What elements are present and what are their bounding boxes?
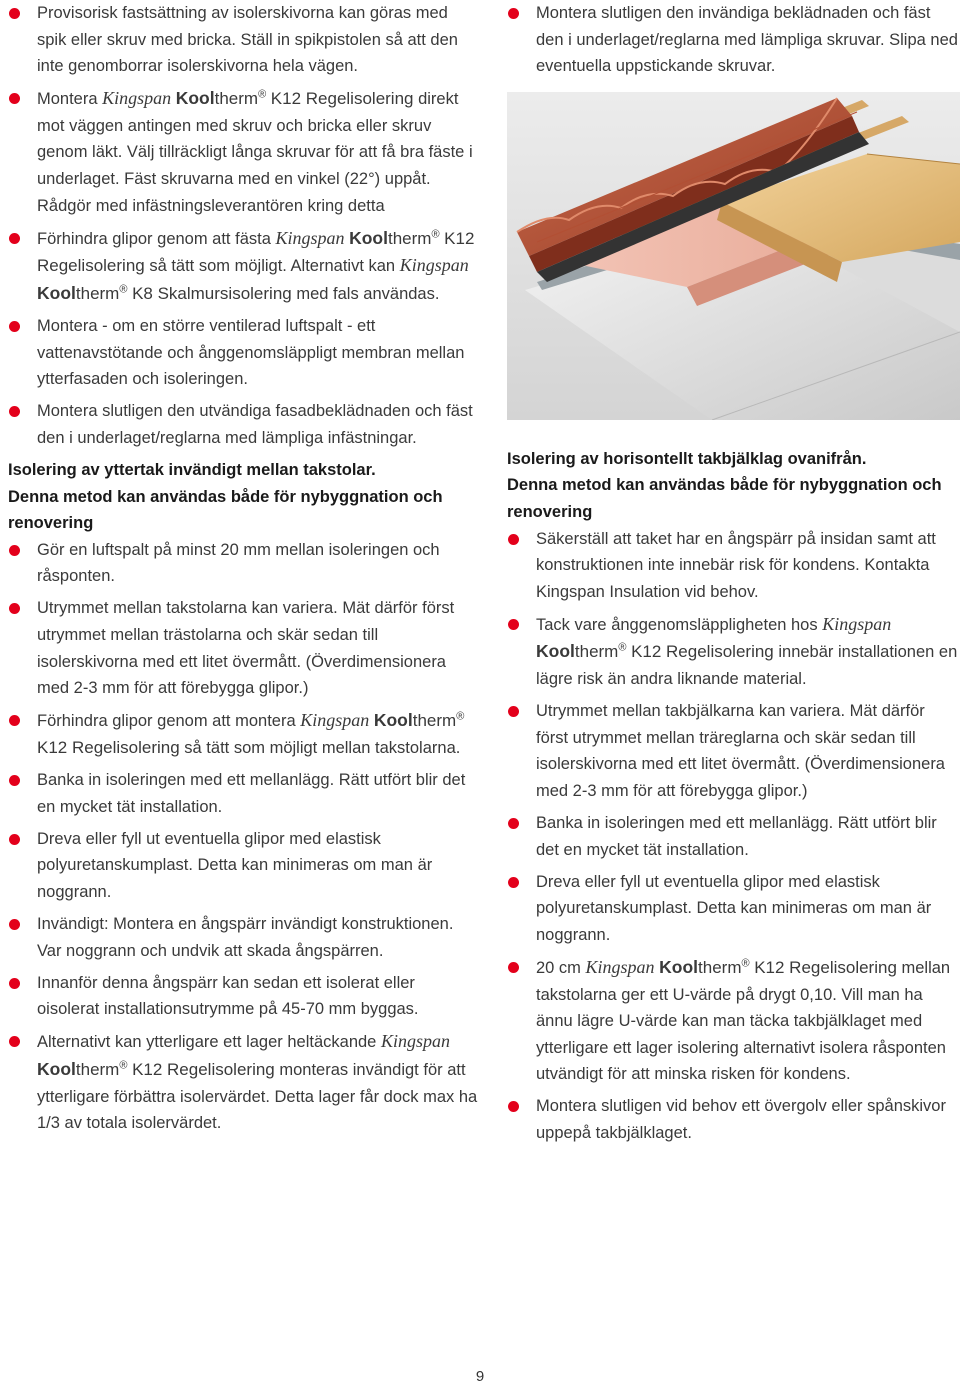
list-item: Förhindra glipor genom att fästa Kingspan Kooltherm® K12 Regelisolering så tätt som möjligt. Alternativt kan Kingspan Kooltherm® K8 Skalmursisolering med fals användas. <box>8 225 478 308</box>
list-item: Säkerställ att taket har en ångspärr på insidan samt att konstruktionen inte innebär risk för kondens. Kontakta Kingspan Insulation vid behov. <box>507 526 960 606</box>
list-item: Montera slutligen den invändiga beklädnaden och fäst den i underlaget/reglarna med lämpliga skruvar. Slipa ned eventuella uppstickande skruvar. <box>507 0 960 80</box>
list-item: Banka in isoleringen med ett mellanlägg. Rätt utfört blir det en mycket tät installation. <box>8 767 478 820</box>
list-item: Provisorisk fastsättning av isolerskivorna kan göras med spik eller skruv med bricka. Ställ in spikpistolen så att den inte genomborrar isolerskivorna hela vägen. <box>8 0 478 80</box>
list-item: Innanför denna ångspärr kan sedan ett isolerat eller oisolerat installationsutrymme på 45-70 mm byggas. <box>8 970 478 1023</box>
right-bullet-list-2 <box>507 526 960 1147</box>
page-number: 9 <box>475 1368 485 1385</box>
list-item: Montera - om en större ventilerad luftspalt - ett vattenavstötande och ånggenomsläppligt membran mellan ytterfasaden och isoleringen. <box>8 313 478 393</box>
list-item: Gör en luftspalt på minst 20 mm mellan isoleringen och råsponten. <box>8 537 478 590</box>
right-column <box>507 0 960 1152</box>
list-item: Banka in isoleringen med ett mellanlägg. Rätt utfört blir det en mycket tät installation. <box>507 810 960 863</box>
product-name: K12 Regelisolering <box>270 89 414 109</box>
list-item: Montera slutligen vid behov ett övergolv eller spånskivor uppepå takbjälklaget. <box>507 1093 960 1146</box>
list-item: Alternativt kan ytterligare ett lager heltäckande Kingspan Kooltherm® K12 Regelisolering monteras invändigt för att ytterligare förbättra isolervärdet. Detta lager får dock max ha 1/3 av totala isolervärdet. <box>8 1028 478 1136</box>
section-heading-joists: Isolering av horisontellt takbjälklag ovanifrån. Denna metod kan användas både för nybyggnation och renovering <box>507 449 942 521</box>
right-bullet-list-1 <box>507 0 960 80</box>
ceiling-insulation-illustration <box>507 92 960 420</box>
left-bullet-list-2 <box>8 537 478 1137</box>
list-item: Montera slutligen den utvändiga fasadbeklädnaden och fäst den i underlaget/reglarna med lämpliga infästningar. <box>8 398 478 451</box>
brand-kool: Kool <box>175 88 215 109</box>
list-item: Dreva eller fyll ut eventuella glipor med elastisk polyuretanskumplast. Detta kan minimeras om man är noggrann. <box>507 869 960 949</box>
brand-kingspan: Kingspan <box>102 88 172 109</box>
list-item: 20 cm Kingspan Kooltherm® K12 Regelisolering mellan takstolarna ger ett U-värde på drygt 0,10. Vill man ha ännu lägre U-värde kan man täcka takbjälklaget med ytterligare ett lager isolering alternativt isolera råsponten utvändigt för att minska risken för kondens. <box>507 954 960 1088</box>
list-item: Utrymmet mellan takstolarna kan variera. Mät därför först utrymmet mellan trästolarna och skär sedan till isolerskivorna med ett litet övermått. (Överdimensionera med 2-3 mm för att förebygga glipor.) <box>8 595 478 701</box>
left-column <box>8 0 478 1142</box>
list-item: Tack vare ånggenomsläppligheten hos Kingspan Kooltherm® K12 Regelisolering innebär installationen en lägre risk än andra liknande material. <box>507 611 960 693</box>
list-item: Utrymmet mellan takbjälkarna kan variera. Mät därför först utrymmet mellan träreglarna och skär sedan till isolerskivorna med ett litet övermått. (Överdimensionera med 2-3 mm för att förebygga glipor.) <box>507 698 960 804</box>
list-item: Montera Kingspan Kooltherm® K12 Regelisolering direkt mot väggen antingen med skruv och bricka eller skruv genom läkt. Välj tillräckligt långa skruvar för att få bra fäste i underlaget. Fäst skruvarna med en vinkel (22°) uppåt. Rådgör med infästningsleverantören kring detta <box>8 85 478 219</box>
list-item: Förhindra glipor genom att montera Kingspan Kooltherm® K12 Regelisolering så tätt som möjligt mellan takstolarna. <box>8 707 478 761</box>
list-item: Dreva eller fyll ut eventuella glipor med elastisk polyuretanskumplast. Detta kan minimeras om man är noggrann. <box>8 826 478 906</box>
left-bullet-list-1 <box>8 0 478 452</box>
section-heading-rafters: Isolering av yttertak invändigt mellan takstolar. Denna metod kan användas både för nybyggnation och renovering <box>8 461 443 533</box>
list-item: Invändigt: Montera en ångspärr invändigt konstruktionen. Var noggrann och undvik att skada ångspärren. <box>8 911 478 964</box>
